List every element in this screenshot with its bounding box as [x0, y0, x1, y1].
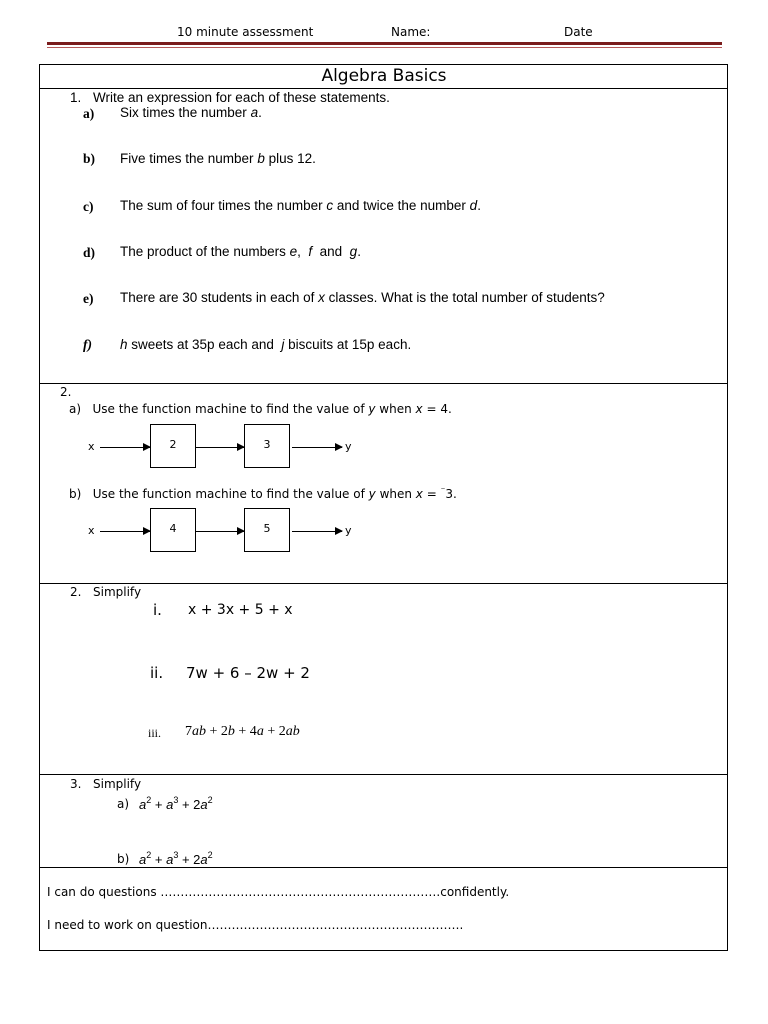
q3-heading: Simplify	[93, 585, 142, 599]
header-rule	[47, 42, 722, 45]
q3-iii-label: iii.	[148, 726, 162, 740]
q4a-label: a)	[117, 797, 130, 811]
q2a-box2: 3	[244, 424, 290, 468]
date-label: Date	[564, 25, 593, 39]
arrow-icon	[196, 447, 244, 448]
q3-i-expr: x + 3x + 5 + x	[188, 602, 293, 618]
divider	[39, 583, 728, 584]
q2b-input: x	[88, 524, 95, 537]
q1-number: 1.	[70, 90, 82, 105]
page-title: Algebra Basics	[321, 66, 447, 86]
q3-i-label: i.	[153, 601, 162, 619]
q2-number: 2.	[60, 385, 72, 399]
confidence-line: I can do questions …………………………………………………………….confidently.	[47, 885, 510, 899]
q1a-text: Six times the number a.	[120, 105, 262, 120]
header-rule-thin	[47, 47, 722, 48]
q4b-expr: $a^2 + a^3 + 2a^2$	[139, 850, 213, 867]
q4a-expr: $a^2 + a^3 + 2a^2$	[139, 795, 213, 812]
assessment-label: 10 minute assessment	[177, 25, 314, 39]
q2b-text: b) Use the function machine to find the value of y when x = ⁻3.	[69, 486, 457, 501]
work-on-line: I need to work on question……………………………………………………….	[47, 918, 464, 932]
name-label: Name:	[391, 25, 431, 39]
q4b-label: b)	[117, 852, 130, 866]
q4-number: 3.	[70, 777, 82, 791]
q1-prompt: Write an expression for each of these statements.	[93, 90, 390, 105]
q1e-text: There are 30 students in each of x classes. What is the total number of students?	[120, 290, 605, 305]
divider	[39, 88, 728, 89]
q1f-letter: f)	[83, 337, 92, 352]
q3-number: 2.	[70, 585, 82, 599]
q1e-letter: e)	[83, 291, 94, 306]
arrow-icon	[100, 447, 150, 448]
q1c-letter: c)	[83, 199, 94, 214]
q1f-text: h sweets at 35p each and j biscuits at 15p each.	[120, 337, 412, 352]
q1d-text: The product of the numbers e, f and g.	[120, 244, 361, 259]
q2a-text: a) Use the function machine to find the value of y when x = 4.	[69, 402, 452, 416]
q1b-text: Five times the number b plus 12.	[120, 151, 316, 166]
q2a-output: y	[345, 440, 352, 453]
q1c-text: The sum of four times the number c and twice the number d.	[120, 198, 481, 213]
q1b-letter: b)	[83, 151, 96, 166]
arrow-icon	[196, 531, 244, 532]
q1a-letter: a)	[83, 106, 95, 121]
q3-ii-label: ii.	[150, 664, 164, 682]
arrow-icon	[292, 447, 342, 448]
q2b-box1: 4	[150, 508, 196, 552]
q4-heading: Simplify	[93, 777, 142, 791]
q1d-letter: d)	[83, 245, 96, 260]
q3-ii-expr: 7w + 6 – 2w + 2	[186, 664, 310, 682]
q2a-input: x	[88, 440, 95, 453]
q2b-box2: 5	[244, 508, 290, 552]
divider	[39, 774, 728, 775]
arrow-icon	[100, 531, 150, 532]
divider	[39, 867, 728, 868]
arrow-icon	[292, 531, 342, 532]
q2b-output: y	[345, 524, 352, 537]
divider	[39, 383, 728, 384]
q3-iii-expr: 7ab + 2b + 4a + 2ab	[185, 724, 300, 739]
q2a-box1: 2	[150, 424, 196, 468]
